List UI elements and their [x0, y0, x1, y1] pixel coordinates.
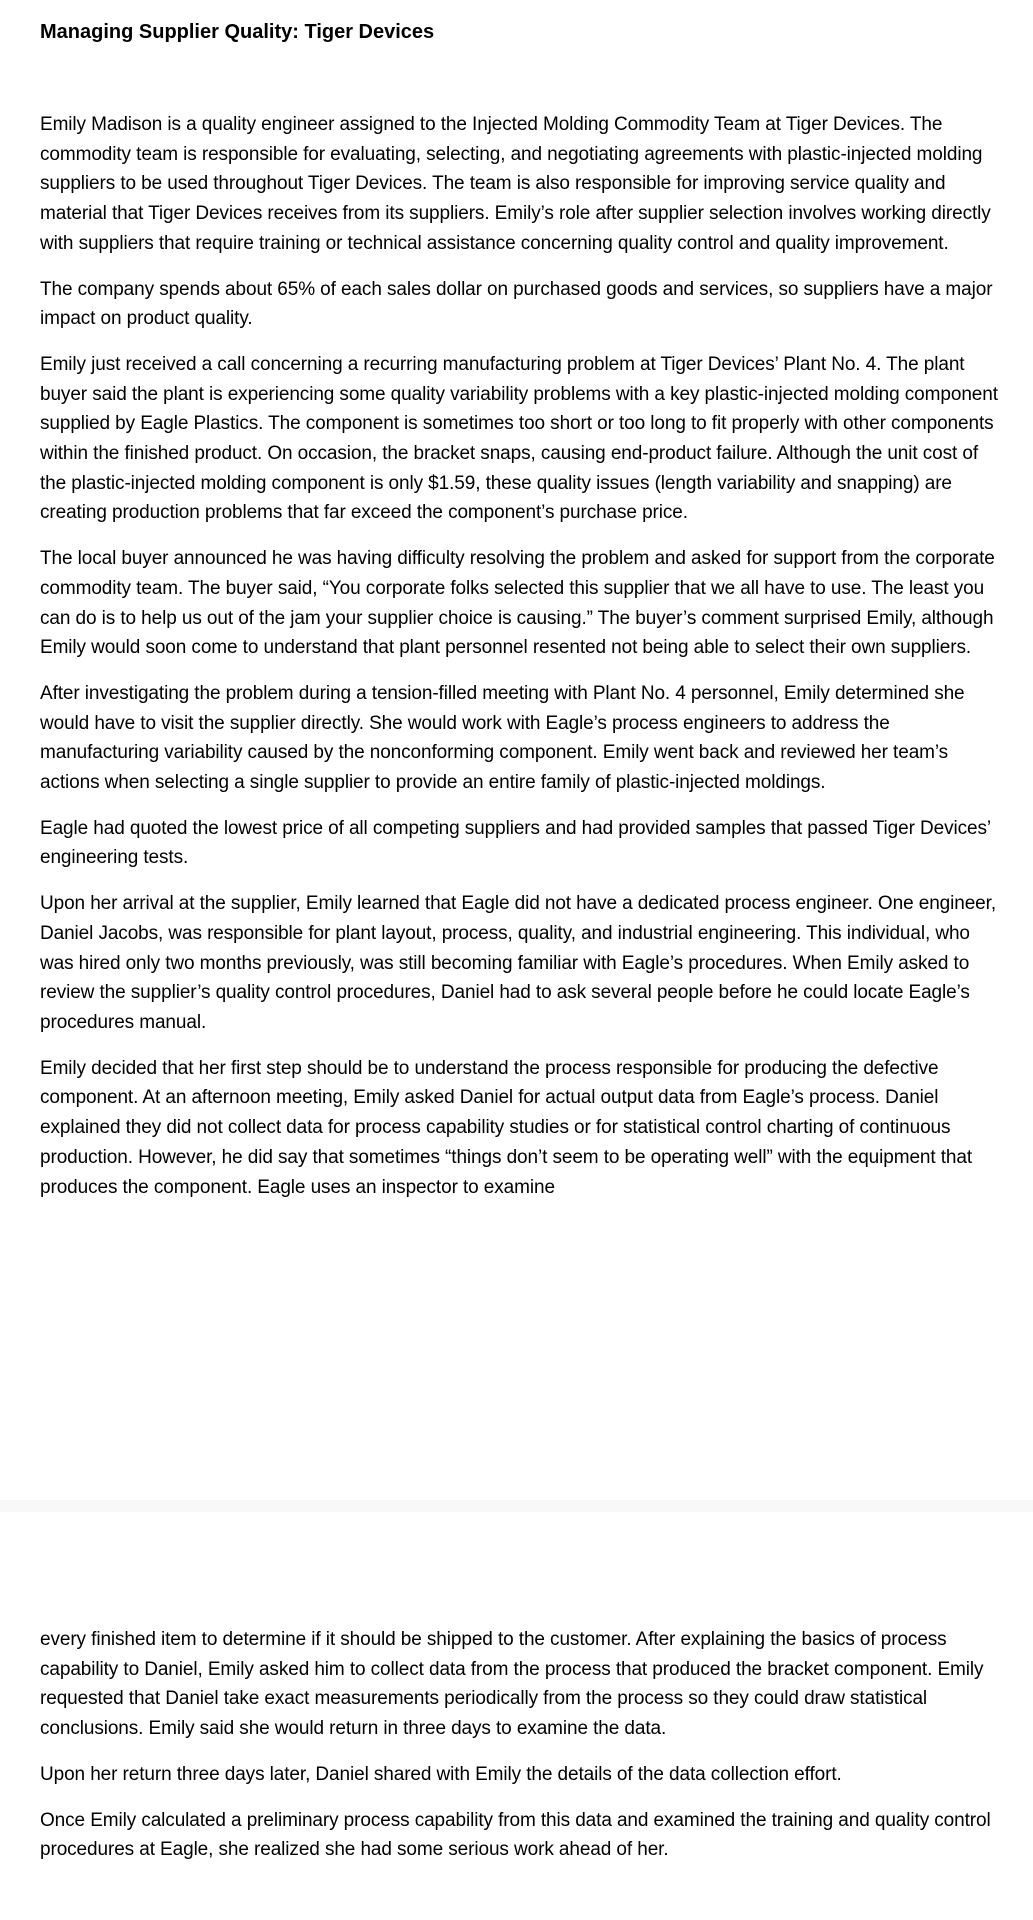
paragraph: Once Emily calculated a preliminary process capability from this data and examined the training and quality control procedures at Eagle, she realized she had some serious work ahead of her.	[40, 1809, 991, 1861]
page-2-body	[40, 1625, 1005, 1881]
paragraph: Upon her return three days later, Daniel shared with Emily the details of the data collection effort.	[40, 1763, 842, 1785]
paragraph: The company spends about 65% of each sales dollar on purchased goods and services, so suppliers have a major impact on product quality.	[40, 278, 993, 330]
page-1-body	[40, 110, 1005, 1218]
paragraph: Emily just received a call concerning a recurring manufacturing problem at Tiger Devices’ Plant No. 4. The plant buyer said the plant is experiencing some quality variability problems with a key plastic-injected molding component supplied by Eagle Plastics. The component is sometimes too short or too long to fit properly with other components within the finished product. On occasion, the bracket snaps, causing end-product failure. Although the unit cost of the plastic-injected molding component is only $1.59, these quality issues (length variability and snapping) are creating production problems that far exceed the component’s purchase price.	[40, 353, 998, 524]
paragraph: The local buyer announced he was having difficulty resolving the problem and asked for support from the corporate commodity team. The buyer said, “You corporate folks selected this supplier that we all have to use. The least you can do is to help us out of the jam your supplier choice is causing.” The buyer’s comment surprised Emily, although Emily would soon come to understand that plant personnel resented not being able to select their own suppliers.	[40, 548, 995, 659]
paragraph: After investigating the problem during a tension-filled meeting with Plant No. 4 personnel, Emily determined she would have to visit the supplier directly. She would work with Eagle’s process engineers to address the manufacturing variability caused by the nonconforming component. Emily went back and reviewed her team’s actions when selecting a single supplier to provide an entire family of plastic-injected moldings.	[40, 682, 965, 794]
paragraph: Emily decided that her first step should be to understand the process responsible for producing the defective component. At an afternoon meeting, Emily asked Daniel for actual output data from Eagle’s process. Daniel explained they did not collect data for process capability studies or for statistical control charting of continuous production. However, he did say that sometimes “things don’t seem to be operating well” with the equipment that produces the component. Eagle uses an inspector to examine	[40, 1057, 973, 1198]
paragraph: every finished item to determine if it should be shipped to the customer. After explaining the basics of process capability to Daniel, Emily asked him to collect data from the process that produced the bracket component. Emily requested that Daniel take exact measurements periodically from the process so they could draw statistical conclusions. Emily said she would return in three days to examine the data.	[40, 1629, 984, 1740]
paragraph: Upon her arrival at the supplier, Emily learned that Eagle did not have a dedicated process engineer. One engineer, Daniel Jacobs, was responsible for plant layout, process, quality, and industrial engineering. This individual, who was hired only two months previously, was still becoming familiar with Eagle’s procedures. When Emily asked to review the supplier’s quality control procedures, Daniel had to ask several people before he could locate Eagle’s procedures manual.	[40, 893, 997, 1033]
document-title: Managing Supplier Quality: Tiger Devices	[40, 21, 435, 43]
paragraph: Emily Madison is a quality engineer assigned to the Injected Molding Commodity Team at Tiger Devices. The commodity team is responsible for evaluating, selecting, and negotiating agreements with plastic-injected molding suppliers to be used throughout Tiger Devices. The team is also responsible for improving service quality and material that Tiger Devices receives from its suppliers. Emily’s role after supplier selection involves working directly with suppliers that require training or technical assistance concerning quality control and quality improvement.	[40, 114, 991, 254]
document-page-2	[0, 1512, 1033, 1920]
paragraph: Eagle had quoted the lowest price of all competing suppliers and had provided samples that passed Tiger Devices’ engineering tests.	[40, 817, 991, 869]
page-break	[0, 1500, 1033, 1512]
